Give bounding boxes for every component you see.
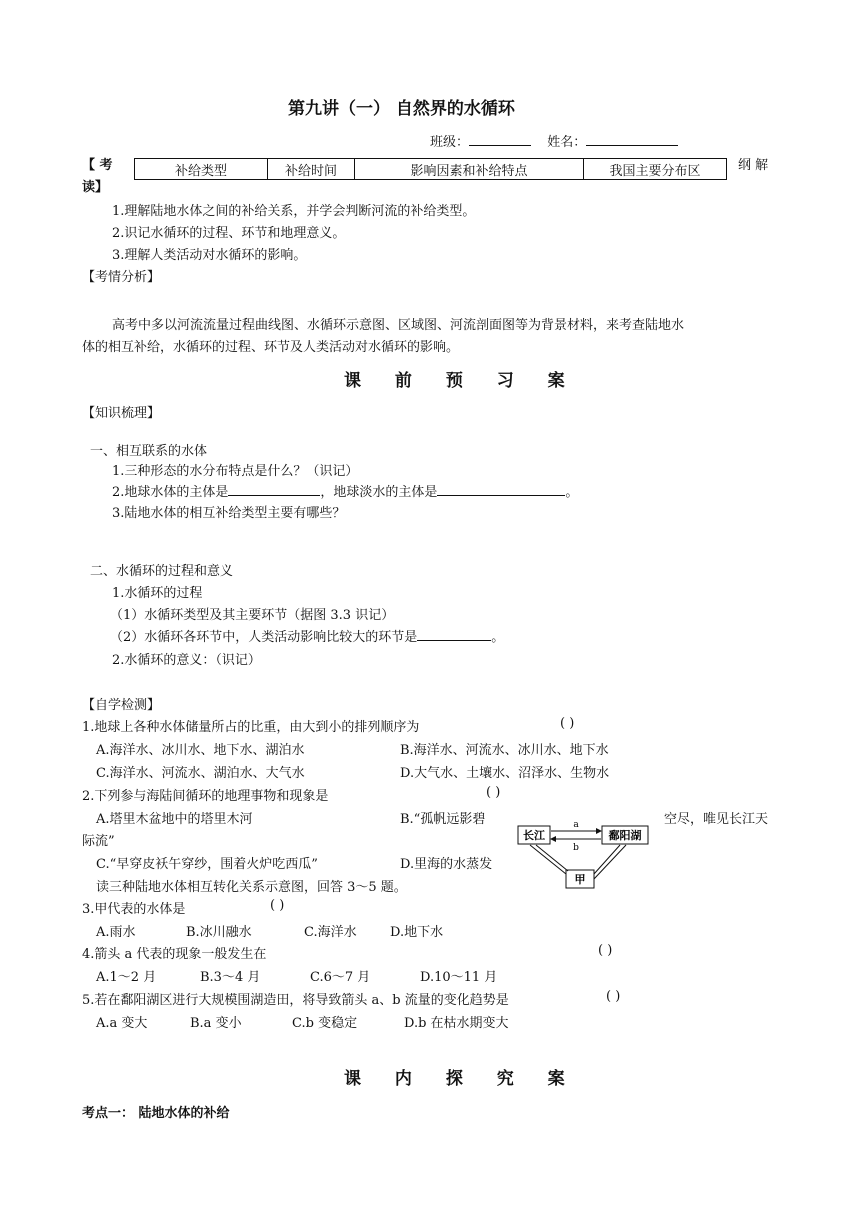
class-name-line — [430, 131, 678, 150]
mc-option[interactable]: B.冰川融水 — [186, 925, 252, 940]
mc-option[interactable]: D.大气水、土壤水、沼泽水、生物水 — [400, 766, 610, 781]
mc-option[interactable]: C.6～7 月 — [310, 970, 371, 985]
jia-label: 甲 — [574, 873, 586, 886]
analysis-header: 【考情分析】 — [82, 270, 161, 285]
knowledge-header: 【知识梳理】 — [82, 406, 161, 421]
question-item: 1.三种形态的水分布特点是什么？（识记） — [112, 464, 359, 479]
link-line — [530, 845, 566, 874]
answer-paren[interactable]: ( ) — [486, 785, 501, 800]
answer-paren[interactable]: ( ) — [606, 989, 621, 1004]
answer-blank[interactable] — [228, 483, 320, 496]
outline-label-left: 【 考 — [82, 158, 113, 173]
question-item: 1.水循环的过程 — [112, 586, 203, 601]
fill-question: 2.地球水体的主体是 ，地球淡水的主体是 。 — [112, 485, 579, 500]
mc-question: 2.下列参与海陆间循环的地理事物和现象是 — [82, 789, 329, 804]
supply-type-table — [134, 158, 727, 180]
page-title: 第九讲（一） 自然界的水循环 — [288, 99, 515, 119]
reading-intro: 读三种陆地水体相互转化关系示意图，回答 3～5 题。 — [96, 880, 407, 895]
table-header-row — [135, 159, 727, 180]
answer-paren[interactable]: ( ) — [598, 943, 613, 958]
mc-option[interactable]: D.b 在枯水期变大 — [404, 1016, 509, 1031]
table-header-cell: 补给类型 — [135, 159, 268, 180]
mc-question: 4.箭头 a 代表的现象一般发生在 — [82, 947, 267, 962]
mc-option[interactable]: B.a 变小 — [190, 1016, 242, 1031]
question-item: 3.陆地水体的相互补给类型主要有哪些？ — [112, 506, 346, 521]
mc-option[interactable]: B.3～4 月 — [200, 970, 261, 985]
name-field[interactable] — [586, 133, 678, 146]
table-header-cell: 我国主要分布区 — [584, 159, 727, 180]
outline-label-right: 纲 解 — [738, 158, 769, 173]
mc-option[interactable]: B.海洋水、河流水、冰川水、地下水 — [400, 743, 609, 758]
class-label: 班级： — [430, 135, 470, 150]
answer-blank[interactable] — [437, 483, 565, 496]
mc-option[interactable]: C.“早穿皮袄午穿纱，围着火炉吃西瓜” — [96, 857, 318, 872]
analysis-text: 高考中多以河流流量过程曲线图、水循环示意图、区域图、河流剖面图等为背景材料，来考查陆地水 — [112, 318, 685, 333]
goal-item: 1.理解陆地水体之间的补给关系，并学会判断河流的补给类型。 — [112, 204, 476, 219]
mc-option[interactable]: A.a 变大 — [96, 1016, 148, 1031]
mc-option[interactable]: C.海洋水 — [304, 925, 357, 940]
mc-option-continued: 空尽，唯见长江天 — [664, 812, 769, 827]
section-title-preview: 课 前 预 习 案 — [344, 371, 579, 391]
mc-question: 5.若在鄱阳湖区进行大规模围湖造田，将导致箭头 a、b 流量的变化趋势是 — [82, 993, 509, 1008]
answer-blank[interactable] — [417, 628, 491, 641]
arrow-a-label: a — [573, 820, 579, 830]
mc-option[interactable]: A.1～2 月 — [96, 970, 157, 985]
fill-question: （2）水循环各环节中，人类活动影响比较大的环节是 。 — [110, 630, 505, 645]
analysis-text: 体的相互补给，水循环的过程、环节及人类活动对水循环的影响。 — [82, 340, 460, 355]
mc-option[interactable]: A.雨水 — [96, 925, 136, 940]
mc-question: 3.甲代表的水体是 — [82, 902, 186, 917]
mc-question: 1.地球上各种水体储量所占的比重，由大到小的排列顺序为 — [82, 720, 420, 735]
link-line — [594, 845, 620, 874]
arrow-b-label: b — [573, 843, 579, 853]
name-label: 姓名： — [547, 135, 587, 150]
goal-item: 2.识记水循环的过程、环节和地理意义。 — [112, 226, 346, 241]
poyang-label: 鄱阳湖 — [608, 829, 642, 842]
outline-label-left-2: 读】 — [82, 180, 109, 195]
part-title: 二、水循环的过程和意义 — [90, 564, 234, 579]
mc-option-continued: 际流” — [82, 834, 115, 849]
yangtze-label: 长江 — [523, 829, 545, 842]
table-header-cell: 补给时间 — [268, 159, 355, 180]
question-item: 2.水循环的意义：（识记） — [112, 653, 261, 668]
link-line — [536, 845, 568, 871]
question-item: （1）水循环类型及其主要环节（据图 3.3 识记） — [110, 608, 395, 623]
answer-paren[interactable]: ( ) — [270, 898, 285, 913]
exam-point-title: 考点一： 陆地水体的补给 — [82, 1106, 230, 1121]
section-title-explore: 课 内 探 究 案 — [344, 1069, 579, 1089]
link-line — [594, 845, 626, 879]
table-header-cell: 影响因素和补给特点 — [355, 159, 584, 180]
selftest-header: 【自学检测】 — [82, 698, 161, 713]
mc-option[interactable]: D.里海的水蒸发 — [400, 857, 493, 872]
part-title: 一、相互联系的水体 — [90, 444, 208, 459]
mc-option[interactable]: A.塔里木盆地中的塔里木河 — [96, 812, 253, 827]
mc-option[interactable]: C.海洋水、河流水、湖泊水、大气水 — [96, 766, 305, 781]
class-field[interactable] — [469, 133, 531, 146]
answer-paren[interactable]: ( ) — [560, 716, 575, 731]
water-transform-diagram — [516, 814, 656, 894]
mc-option[interactable]: D.地下水 — [390, 925, 444, 940]
mc-option[interactable]: C.b 变稳定 — [292, 1016, 358, 1031]
mc-option[interactable]: B.“孤帆远影碧 — [400, 812, 486, 827]
mc-option[interactable]: D.10～11 月 — [420, 970, 498, 985]
mc-option[interactable]: A.海洋水、冰川水、地下水、湖泊水 — [96, 743, 305, 758]
goal-item: 3.理解人类活动对水循环的影响。 — [112, 248, 307, 263]
